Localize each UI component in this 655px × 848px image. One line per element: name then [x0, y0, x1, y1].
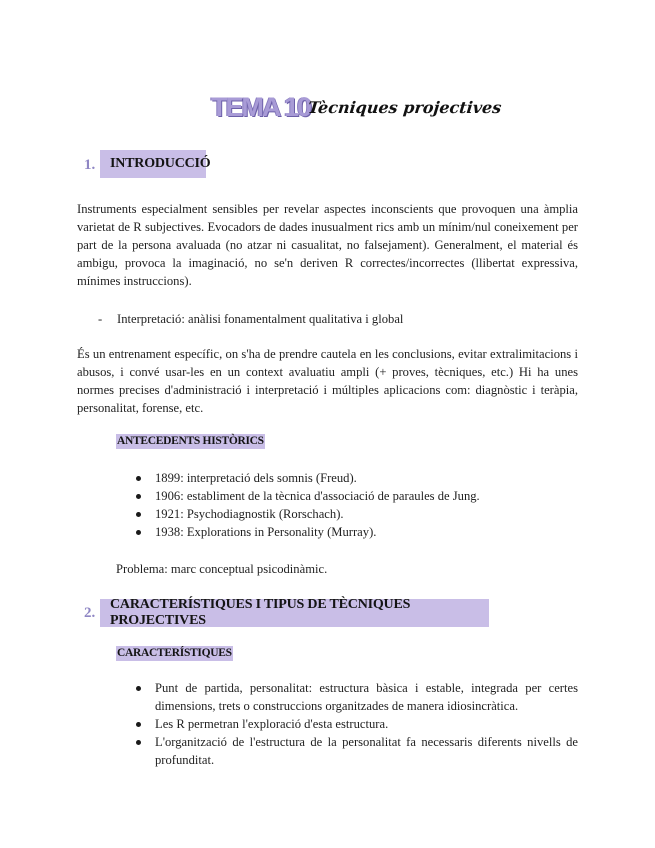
- list-item: 1899: interpretació dels somnis (Freud).: [155, 469, 585, 487]
- tema-title: TEMA 10: [211, 92, 311, 122]
- bullet-icon: [136, 494, 141, 499]
- bullet-icon: [136, 476, 141, 481]
- bullet-icon: [136, 686, 141, 691]
- section-2-number: 2.: [84, 605, 96, 621]
- list-item: Punt de partida, personalitat: estructura bàsica i estable, integrada per certes dimensions, trets o construccions organitzades de manera idiosincràtica.: [155, 679, 578, 715]
- list-item: L'organització de l'estructura de la personalitat fa necessaris diferents nivells de profunditat.: [155, 733, 578, 769]
- caracteristiques-heading: CARACTERÍSTIQUES: [117, 647, 232, 659]
- section-1-number: 1.: [84, 157, 96, 173]
- list-item: 1921: Psychodiagnostik (Rorschach).: [155, 505, 585, 523]
- antecedents-list: [155, 469, 585, 541]
- bullet-icon: [136, 530, 141, 535]
- caracteristiques-list: [155, 679, 578, 769]
- section-2-heading: CARACTERÍSTIQUES I TIPUS DE TÈCNIQUES PROJECTIVES: [100, 599, 489, 627]
- list-item: 1906: establiment de la tècnica d'associació de paraules de Jung.: [155, 487, 585, 505]
- bullet-icon: [136, 512, 141, 517]
- document-subtitle: Tècniques projectives: [307, 98, 503, 117]
- list-item: 1938: Explorations in Personality (Murray).: [155, 523, 585, 541]
- interpretation-item: Interpretació: anàlisi fonamentalment qualitativa i global: [117, 312, 404, 326]
- problem-note: Problema: marc conceptual psicodinàmic.: [116, 562, 328, 576]
- antecedents-heading: ANTECEDENTS HISTÒRICS: [117, 435, 264, 447]
- bullet-icon: [136, 722, 141, 727]
- intro-paragraph-2: És un entrenament específic, on s'ha de prendre cautela en les conclusions, evitar extralimitacions i abusos, i convé usar-les en un context avaluatiu ampli (+ proves, tècniques, etc.) Hi ha unes normes precises d'administració i interpretació i múltiples aplicacions com: diagnòstic i teràpia, personalitat, forense, etc.: [77, 347, 578, 415]
- dash-marker: -: [98, 312, 103, 326]
- bullet-icon: [136, 740, 141, 745]
- section-1-heading: INTRODUCCIÓ: [100, 150, 206, 178]
- list-item: Les R permetran l'exploració d'esta estructura.: [155, 715, 578, 733]
- intro-paragraph-1: Instruments especialment sensibles per revelar aspectes inconscients que provoquen una àmplia varietat de R subjectives. Evocadors de dades inusualment rics amb un mínim/nul coneixement per part de la persona avaluada (no atzar ni casualitat, no falsejament). Generalment, el material és ambigu, provoca la imaginació, no se'n deriven R correctes/incorrectes (llibertat expressiva, mínimes instruccions).: [77, 202, 578, 288]
